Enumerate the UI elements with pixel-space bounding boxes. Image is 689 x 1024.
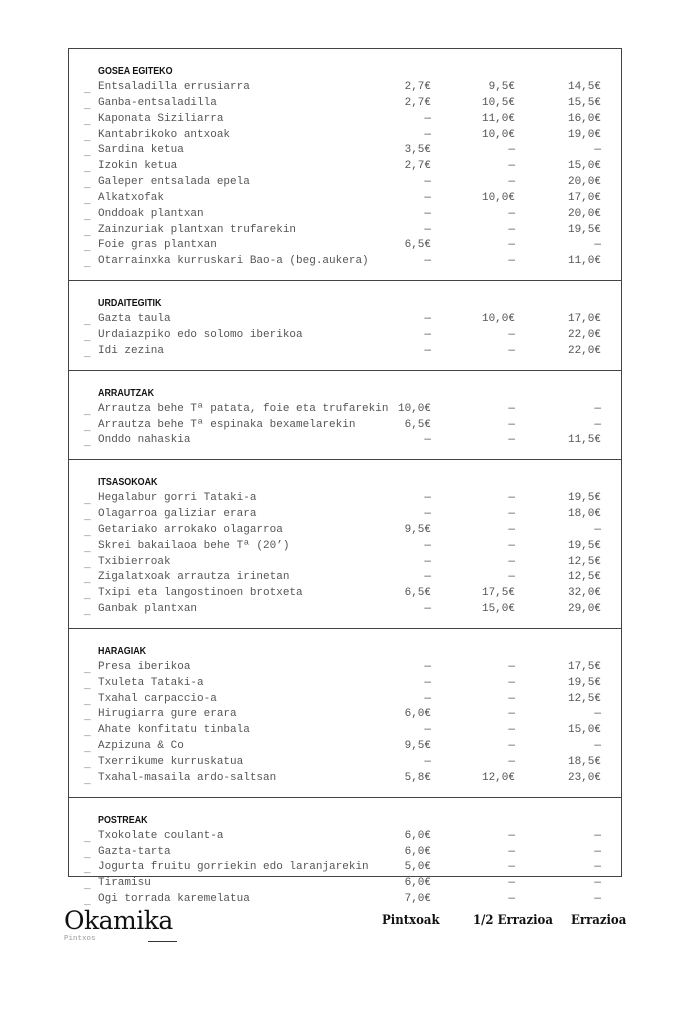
menu-item — [69, 418, 621, 434]
price-ration: — — [594, 402, 601, 415]
price-pintxo: — — [424, 555, 431, 568]
menu-section — [69, 49, 621, 281]
price-half-ration: — — [508, 508, 515, 521]
price-half-ration: 17,5€ — [481, 587, 515, 600]
price-half-ration: — — [508, 845, 515, 858]
menu-item — [69, 755, 621, 771]
bullet-dash: _ — [84, 226, 91, 239]
bullet-dash: _ — [84, 511, 91, 524]
price-half-ration: — — [508, 692, 515, 705]
price-ration: — — [594, 418, 601, 431]
price-half-ration: — — [508, 144, 515, 157]
bullet-dash: _ — [84, 147, 91, 160]
price-pintxo: — — [424, 344, 431, 357]
logo-text: Okamika — [64, 906, 173, 935]
menu-item — [69, 238, 621, 254]
item-name: Txibierroak — [98, 555, 171, 568]
price-half-ration: 10,0€ — [481, 128, 515, 141]
price-half-ration: — — [508, 893, 515, 906]
price-pintxo: 2,7€ — [404, 160, 431, 173]
price-half-ration: 10,0€ — [481, 191, 515, 204]
item-name: Txahal-masaila ardo-saltsan — [98, 771, 277, 784]
price-half-ration: — — [508, 555, 515, 568]
price-ration: — — [594, 845, 601, 858]
item-name: Txuleta Tataki-a — [98, 676, 204, 689]
menu-item — [69, 876, 621, 892]
item-name: Azpizuna & Co — [98, 740, 184, 753]
menu-item — [69, 771, 621, 787]
menu-item — [69, 845, 621, 861]
item-name: Txahal carpaccio-a — [98, 692, 217, 705]
logo-underline — [148, 941, 177, 942]
price-ration: 17,0€ — [567, 313, 601, 326]
price-half-ration: — — [508, 207, 515, 220]
price-pintxo: — — [424, 434, 431, 447]
section-title: GOSEA EGITEKO — [98, 65, 173, 77]
bullet-dash: _ — [84, 759, 91, 771]
item-name: Tiramisu — [98, 877, 151, 890]
menu-item — [69, 254, 621, 270]
price-pintxo: — — [424, 676, 431, 689]
bullet-dash: _ — [84, 99, 91, 112]
price-pintxo: 6,5€ — [404, 587, 431, 600]
menu-item — [69, 507, 621, 523]
price-half-ration: 9,5€ — [488, 81, 515, 93]
section-title: POSTREAK — [98, 813, 148, 826]
item-name: Ganbak plantxan — [98, 603, 198, 616]
item-name: Jogurta fruitu gorriekin edo laranjarekin — [98, 861, 369, 874]
bullet-dash: _ — [84, 695, 91, 708]
price-ration: — — [594, 708, 601, 721]
bullet-dash: _ — [84, 437, 91, 450]
price-pintxo: 6,5€ — [404, 418, 431, 431]
price-ration: — — [594, 861, 601, 874]
logo — [64, 906, 173, 943]
item-name: Ogi torrada karemelatua — [98, 893, 250, 906]
bullet-dash: _ — [84, 848, 91, 861]
bullet-dash: _ — [84, 606, 91, 619]
price-half-ration: — — [508, 255, 515, 268]
menu-item — [69, 175, 621, 191]
price-half-ration: — — [508, 829, 515, 842]
menu-item — [69, 523, 621, 539]
price-pintxo: 3,5€ — [404, 144, 431, 157]
price-half-ration: — — [508, 492, 515, 505]
price-half-ration: — — [508, 708, 515, 721]
column-header-pintxoak: Pintxoak — [382, 913, 440, 928]
bullet-dash: _ — [84, 347, 91, 360]
bullet-dash: _ — [84, 115, 91, 128]
bullet-dash: _ — [84, 179, 91, 192]
price-ration: 19,0€ — [567, 128, 601, 141]
menu-item — [69, 602, 621, 618]
price-ration: 20,0€ — [567, 176, 601, 189]
price-pintxo: — — [424, 724, 431, 737]
item-name: Skrei bakailaoa behe Tª (20’) — [98, 539, 290, 552]
item-name: Hegalabur gorri Tataki-a — [98, 492, 257, 505]
price-ration: 18,0€ — [567, 508, 601, 521]
menu-item — [69, 491, 621, 507]
menu-item — [69, 539, 621, 555]
price-pintxo: — — [424, 191, 431, 204]
price-pintxo: — — [424, 223, 431, 236]
price-ration: 12,5€ — [567, 555, 601, 568]
column-header-ration: Errazioa — [571, 913, 627, 928]
price-pintxo: — — [424, 112, 431, 125]
price-half-ration: — — [508, 740, 515, 753]
item-name: Idi zezina — [98, 344, 165, 357]
price-half-ration: — — [508, 877, 515, 890]
bullet-dash: _ — [84, 743, 91, 756]
bullet-dash: _ — [84, 774, 91, 787]
menu-item — [69, 829, 621, 845]
price-half-ration: — — [508, 176, 515, 189]
bullet-dash: _ — [84, 331, 91, 344]
price-pintxo: 6,0€ — [404, 877, 431, 890]
menu-item — [69, 96, 621, 112]
item-name: Entsaladilla errusiarra — [98, 81, 250, 93]
price-half-ration: 10,0€ — [481, 313, 515, 326]
price-half-ration: — — [508, 861, 515, 874]
price-half-ration: — — [508, 660, 515, 673]
item-name: Txokolate coulant-a — [98, 829, 224, 842]
item-name: Olagarroa galiziar erara — [98, 508, 257, 521]
price-half-ration: — — [508, 402, 515, 415]
item-name: Foie gras plantxan — [98, 239, 217, 252]
item-name: Kaponata Siziliarra — [98, 112, 224, 125]
price-pintxo: — — [424, 508, 431, 521]
price-half-ration: — — [508, 571, 515, 584]
price-pintxo: — — [424, 756, 431, 768]
price-ration: 15,0€ — [567, 724, 601, 737]
item-name: Izokin ketua — [98, 160, 178, 173]
item-name: Ganba-entsaladilla — [98, 96, 217, 109]
bullet-dash: _ — [84, 84, 91, 96]
menu-item — [69, 723, 621, 739]
bullet-dash: _ — [84, 210, 91, 223]
section-title: ITSASOKOAK — [98, 476, 158, 489]
price-pintxo: — — [424, 603, 431, 616]
item-name: Kantabrikoko antxoak — [98, 128, 231, 141]
section-title: ARRAUTZAK — [98, 386, 155, 399]
price-pintxo: 5,8€ — [404, 771, 431, 784]
price-ration: 14,5€ — [567, 81, 601, 93]
menu-item — [69, 344, 621, 360]
price-pintxo: — — [424, 692, 431, 705]
menu-section — [69, 629, 621, 798]
item-name: Zainzuriak plantxan trufarekin — [98, 223, 297, 236]
price-pintxo: 9,5€ — [404, 523, 431, 536]
price-ration: 16,0€ — [567, 112, 601, 125]
bullet-dash: _ — [84, 405, 91, 418]
price-half-ration: — — [508, 434, 515, 447]
bullet-dash: _ — [84, 542, 91, 555]
price-ration: — — [594, 740, 601, 753]
price-half-ration: 15,0€ — [481, 603, 515, 616]
item-name: Getariako arrokako olagarroa — [98, 523, 283, 536]
price-pintxo: — — [424, 571, 431, 584]
price-pintxo: 6,0€ — [404, 829, 431, 842]
bullet-dash: _ — [84, 896, 91, 909]
item-name: Onddoak plantxan — [98, 207, 204, 220]
price-ration: 17,5€ — [567, 660, 601, 673]
price-pintxo: 10,0€ — [397, 402, 431, 415]
menu-section — [69, 281, 621, 371]
price-ration: — — [594, 829, 601, 842]
price-pintxo: — — [424, 255, 431, 268]
bullet-dash: _ — [84, 679, 91, 692]
bullet-dash: _ — [84, 163, 91, 176]
menu-section — [69, 371, 621, 461]
price-ration: — — [594, 144, 601, 157]
menu-item — [69, 660, 621, 676]
price-ration: 23,0€ — [567, 771, 601, 784]
price-ration: — — [594, 877, 601, 890]
price-pintxo: — — [424, 207, 431, 220]
price-half-ration: — — [508, 724, 515, 737]
menu-item — [69, 586, 621, 602]
bullet-dash: _ — [84, 526, 91, 539]
item-name: Presa iberikoa — [98, 660, 191, 673]
logo-subtitle: Pintxos — [64, 935, 96, 943]
bullet-dash: _ — [84, 711, 91, 724]
price-ration: 12,5€ — [567, 692, 601, 705]
bullet-dash: _ — [84, 727, 91, 740]
bullet-dash: _ — [84, 574, 91, 587]
price-ration: 15,5€ — [567, 96, 601, 109]
price-ration: 29,0€ — [567, 603, 601, 616]
bullet-dash: _ — [84, 316, 91, 329]
price-ration: 12,5€ — [567, 571, 601, 584]
item-name: Urdaiazpiko edo solomo iberikoa — [98, 328, 303, 341]
bullet-dash: _ — [84, 131, 91, 144]
item-name: Galeper entsalada epela — [98, 176, 250, 189]
bullet-dash: _ — [84, 590, 91, 603]
price-pintxo: — — [424, 313, 431, 326]
price-half-ration: — — [508, 539, 515, 552]
price-ration: 22,0€ — [567, 328, 601, 341]
price-half-ration: — — [508, 160, 515, 173]
price-half-ration: — — [508, 523, 515, 536]
price-ration: 32,0€ — [567, 587, 601, 600]
price-ration: 17,0€ — [567, 191, 601, 204]
item-name: Alkatxofak — [98, 191, 165, 204]
price-half-ration: — — [508, 418, 515, 431]
section-title: HARAGIAK — [98, 644, 147, 657]
menu-item — [69, 570, 621, 586]
price-ration: 11,0€ — [567, 255, 601, 268]
price-ration: 18,5€ — [567, 756, 601, 768]
price-half-ration: — — [508, 756, 515, 768]
item-name: Zigalatxoak arrautza irinetan — [98, 571, 290, 584]
price-half-ration: 12,0€ — [481, 771, 515, 784]
price-ration: 15,0€ — [567, 160, 601, 173]
menu-item — [69, 159, 621, 175]
menu-item — [69, 112, 621, 128]
bullet-dash: _ — [84, 558, 91, 571]
item-name: Arrautza behe Tª patata, foie eta trufarekin — [98, 402, 389, 415]
item-name: Onddo nahaskia — [98, 434, 191, 447]
menu-item — [69, 860, 621, 876]
menu-section — [69, 460, 621, 629]
price-pintxo: 6,5€ — [404, 239, 431, 252]
price-half-ration: — — [508, 344, 515, 357]
section-title: URDAITEGITIK — [98, 297, 162, 310]
bullet-dash: _ — [84, 242, 91, 255]
price-ration: 11,5€ — [567, 434, 601, 447]
price-pintxo: — — [424, 539, 431, 552]
bullet-dash: _ — [84, 880, 91, 893]
menu-item — [69, 707, 621, 723]
item-name: Hirugiarra gure erara — [98, 708, 237, 721]
price-ration: 19,5€ — [567, 539, 601, 552]
item-name: Gazta taula — [98, 313, 171, 326]
item-name: Otarrainxka kurruskari Bao-a (beg.aukera) — [98, 255, 369, 268]
price-ration: 22,0€ — [567, 344, 601, 357]
menu-item — [69, 433, 621, 449]
price-pintxo: 9,5€ — [404, 740, 431, 753]
price-pintxo: 2,7€ — [404, 96, 431, 109]
menu-item — [69, 402, 621, 418]
menu-item — [69, 143, 621, 159]
menu-item — [69, 312, 621, 328]
price-ration: 19,5€ — [567, 223, 601, 236]
price-pintxo: — — [424, 492, 431, 505]
price-ration: 20,0€ — [567, 207, 601, 220]
item-name: Txipi eta langostinoen brotxeta — [98, 587, 303, 600]
menu-box — [68, 48, 622, 909]
price-pintxo: — — [424, 328, 431, 341]
bullet-dash: _ — [84, 663, 91, 676]
menu-section — [69, 798, 621, 918]
bullet-dash: _ — [84, 258, 91, 271]
item-name: Sardina ketua — [98, 144, 184, 157]
price-ration: 19,5€ — [567, 676, 601, 689]
price-ration: — — [594, 523, 601, 536]
menu-item — [69, 739, 621, 755]
column-header-half-ration: 1/2 Errazioa — [473, 913, 553, 928]
menu-item — [69, 128, 621, 144]
bullet-dash: _ — [84, 421, 91, 434]
item-name: Ahate konfitatu tinbala — [98, 724, 250, 737]
bullet-dash: _ — [84, 864, 91, 877]
bullet-dash: _ — [84, 194, 91, 207]
price-ration: — — [594, 893, 601, 906]
price-ration: 19,5€ — [567, 492, 601, 505]
price-half-ration: 10,5€ — [481, 96, 515, 109]
item-name: Gazta-tarta — [98, 845, 171, 858]
price-pintxo: — — [424, 660, 431, 673]
price-pintxo: 2,7€ — [404, 81, 431, 93]
menu-item — [69, 692, 621, 708]
menu-item — [69, 555, 621, 571]
item-name: Arrautza behe Tª espinaka bexamelarekin — [98, 418, 356, 431]
item-name: Txerrikume kurruskatua — [98, 756, 244, 768]
price-pintxo: 7,0€ — [404, 893, 431, 906]
bullet-dash: _ — [84, 832, 91, 845]
menu-item — [69, 207, 621, 223]
bullet-dash: _ — [84, 495, 91, 508]
menu-item — [69, 223, 621, 239]
menu-item — [69, 676, 621, 692]
price-ration: — — [594, 239, 601, 252]
menu-item — [69, 80, 621, 96]
price-pintxo: 6,0€ — [404, 708, 431, 721]
price-pintxo: 5,0€ — [404, 861, 431, 874]
menu-item — [69, 328, 621, 344]
price-half-ration: — — [508, 328, 515, 341]
price-pintxo: — — [424, 128, 431, 141]
price-half-ration: — — [508, 676, 515, 689]
price-half-ration: — — [508, 239, 515, 252]
price-pintxo: 6,0€ — [404, 845, 431, 858]
price-half-ration: 11,0€ — [481, 112, 515, 125]
price-half-ration: — — [508, 223, 515, 236]
menu-item — [69, 191, 621, 207]
price-pintxo: — — [424, 176, 431, 189]
